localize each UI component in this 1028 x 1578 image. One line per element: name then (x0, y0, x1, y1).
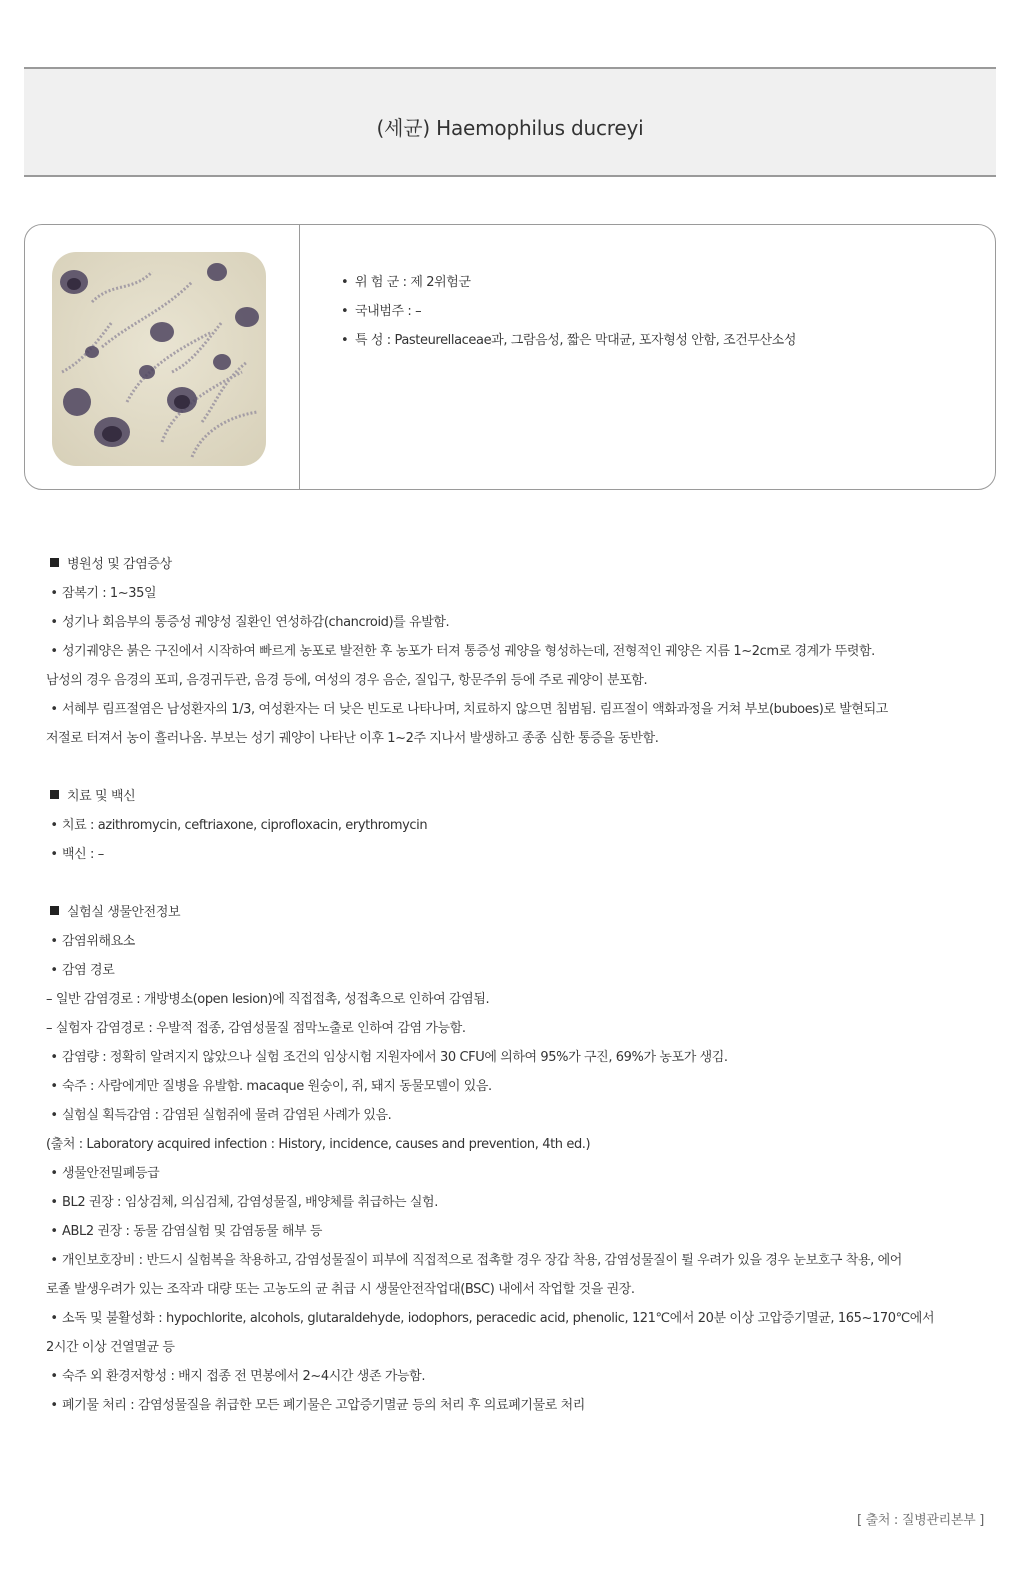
text-line: • 성기나 회음부의 통증성 궤양성 질환인 연성하감(chancroid)를 유발함. (46, 613, 986, 642)
text-line: • 숙주 외 환경저항성 : 배지 접종 전 면봉에서 2~4시간 생존 가능함. (46, 1367, 986, 1396)
bullet-icon: • (50, 1311, 58, 1326)
bullet-icon: • (50, 586, 58, 601)
source-note: [ 출처 : 질병관리본부 ] (856, 1513, 984, 1528)
bullet-icon: • (341, 304, 349, 319)
text-line: • 폐기물 처리 : 감염성물질을 취급한 모든 폐기물은 고압증기멸균 등의 처리 후 의료폐기물로 처리 (46, 1396, 986, 1425)
text-line: – 일반 감염경로 : 개방병소(open lesion)에 직접접촉, 성접촉으로 인하여 감염됨. (46, 992, 490, 1007)
bullet-icon: • (50, 615, 58, 630)
bullet-icon: • (50, 644, 58, 659)
bullet-icon: • (50, 1195, 58, 1210)
text-line: • 생물안전밀폐등급 (46, 1164, 986, 1193)
bullet-icon: • (341, 275, 349, 290)
bacteria-micrograph (52, 252, 266, 466)
text-line: • 감염위해요소 (46, 932, 986, 961)
text-line: • 감염 경로 (46, 961, 986, 990)
text-line: • 개인보호장비 : 반드시 실험복을 착용하고, 감염성물질이 피부에 직접적으로 접촉할 경우 장갑 착용, 감염성물질이 튈 우려가 있을 경우 눈보호구 착용, 에어 (46, 1251, 986, 1280)
bullet-icon: • (50, 1079, 58, 1094)
page-title: (세균) Haemophilus ducreyi (376, 116, 644, 140)
text-line: • 백신 : – (46, 845, 986, 874)
text-line: 저절로 터져서 농이 흘러나옴. 부보는 성기 궤양이 나타난 이후 1~2주 지나서 발생하고 종종 심한 통증을 동반함. (46, 731, 659, 746)
text-line: • 숙주 : 사람에게만 질병을 유발함. macaque 원숭이, 쥐, 돼지 동물모델이 있음. (46, 1077, 986, 1106)
text-line: • 실험실 획득감염 : 감염된 실험쥐에 물려 감염된 사례가 있음. (46, 1106, 986, 1135)
fact-characteristics: • 특 성 : Pasteurellaceae과, 그람음성, 짧은 막대균, 포자형성 안함, 조건무산소성 (341, 333, 796, 348)
microscope-image (52, 252, 266, 466)
title-bar (24, 67, 996, 177)
text-line: • 잠복기 : 1~35일 (46, 584, 986, 613)
text-line: • 서혜부 림프절염은 남성환자의 1/3, 여성환자는 더 낮은 빈도로 나타나며, 치료하지 않으면 침범됨. 림프절이 액화과정을 거쳐 부보(buboes)로 발현되고 (46, 700, 986, 729)
text-line: 로졸 발생우려가 있는 조작과 대량 또는 고농도의 균 취급 시 생물안전작업대(BSC) 내에서 작업할 것을 권장. (46, 1282, 635, 1297)
fact-domestic-category: • 국내범주 : – (341, 304, 422, 319)
fact-risk-group: • 위 험 군 : 제 2위험군 (341, 275, 471, 290)
section-heading-treatment: 치료 및 백신 (46, 787, 986, 816)
square-bullet-icon (50, 790, 59, 799)
section-heading-pathogenicity: 병원성 및 감염증상 (46, 555, 986, 584)
text-line: 남성의 경우 음경의 포피, 음경귀두관, 음경 등에, 여성의 경우 음순, 질입구, 항문주위 등에 주로 궤양이 분포함. (46, 673, 648, 688)
text-line: • 성기궤양은 붉은 구진에서 시작하여 빠르게 농포로 발전한 후 농포가 터져 통증성 궤양을 형성하는데, 전형적인 궤양은 지름 1~2cm로 경계가 뚜렷함. (46, 642, 986, 671)
citation-line: (출처 : Laboratory acquired infection : History, incidence, causes and prevention, 4th ed.) (46, 1137, 591, 1152)
bullet-icon: • (50, 1050, 58, 1065)
bullet-icon: • (50, 1253, 58, 1268)
facts-list (341, 271, 796, 358)
bullet-icon: • (50, 1369, 58, 1384)
text-line: 2시간 이상 건열멸균 등 (46, 1340, 175, 1355)
bullet-icon: • (341, 333, 349, 348)
card-divider (299, 225, 300, 489)
bullet-icon: • (50, 934, 58, 949)
section-heading-biosafety: 실험실 생물안전정보 (46, 903, 986, 932)
text-line: • BL2 권장 : 임상검체, 의심검체, 감염성물질, 배양체를 취급하는 실험. (46, 1193, 986, 1222)
text-line: – 실험자 감염경로 : 우발적 접종, 감염성물질 점막노출로 인하여 감염 가능함. (46, 1021, 466, 1036)
bullet-icon: • (50, 1166, 58, 1181)
text-line: • 소독 및 불활성화 : hypochlorite, alcohols, glutaraldehyde, iodophors, peracedic acid, phenolic, 121℃에서 20분 이상 고압증기멸균, 165~170℃에서 (46, 1309, 986, 1338)
bullet-icon: • (50, 818, 58, 833)
square-bullet-icon (50, 558, 59, 567)
content-body (46, 555, 986, 1425)
bullet-icon: • (50, 1398, 58, 1413)
text-line: • 치료 : azithromycin, ceftriaxone, ciprofloxacin, erythromycin (46, 816, 986, 845)
text-line: • 감염량 : 정확히 알려지지 않았으나 실험 조건의 임상시험 지원자에서 30 CFU에 의하여 95%가 구진, 69%가 농포가 생김. (46, 1048, 986, 1077)
bullet-icon: • (50, 702, 58, 717)
square-bullet-icon (50, 906, 59, 915)
bullet-icon: • (50, 1224, 58, 1239)
info-card (24, 224, 996, 490)
text-line: • ABL2 권장 : 동물 감염실험 및 감염동물 해부 등 (46, 1222, 986, 1251)
bullet-icon: • (50, 847, 58, 862)
bullet-icon: • (50, 1108, 58, 1123)
bullet-icon: • (50, 963, 58, 978)
